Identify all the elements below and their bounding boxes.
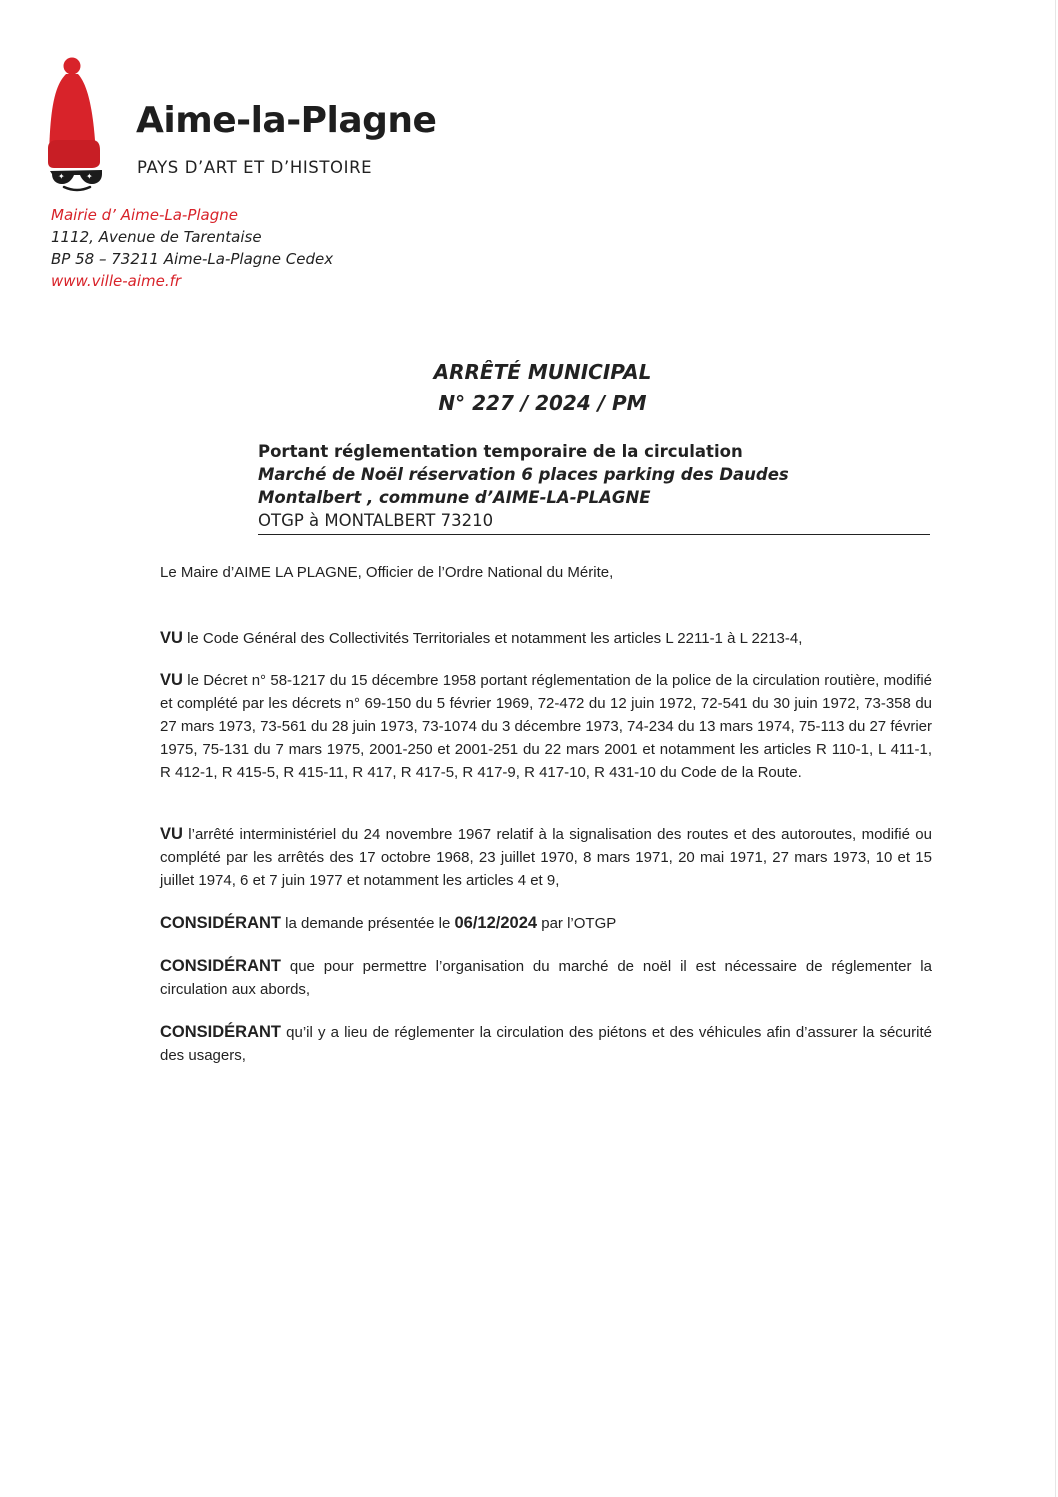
- subject-line-3: Montalbert , commune d’AIME-LA-PLAGNE: [258, 488, 651, 507]
- considerant-paragraph-3: [160, 1021, 932, 1067]
- vu-paragraph-2: [160, 669, 932, 784]
- considerant-text-2: que pour permettre l’organisation du marché de noël il est nécessaire de réglementer la circulation aux abords,: [160, 958, 932, 998]
- star-right: ✦: [86, 172, 93, 181]
- considerant-text-3: qu’il y a lieu de réglementer la circulation des piétons et des véhicules afin d’assurer la sécurité des usagers,: [160, 1024, 932, 1064]
- considerant-text-1a: la demande présentée le: [281, 915, 455, 932]
- considerant-paragraph-2: [160, 955, 932, 1001]
- vu-label: VU: [160, 629, 183, 647]
- vu-text-1: le Code Général des Collectivités Territoriales et notamment les articles L 2211-1 à L 2213-4,: [182, 630, 803, 647]
- arrete-number: N° 227 / 2024 / PM: [438, 391, 647, 415]
- mairie-postal: BP 58 – 73211 Aime-La-Plagne Cedex: [51, 250, 334, 268]
- vu-label: VU: [160, 825, 183, 843]
- beanie-mascot-logo: [44, 56, 134, 192]
- vu-paragraph-3: [160, 823, 932, 892]
- beanie-fold: [48, 140, 100, 168]
- mairie-address-block: [51, 204, 333, 292]
- intro-paragraph: Le Maire d’AIME LA PLAGNE, Officier de l’Ordre National du Mérite,: [160, 564, 614, 581]
- scan-edge-line: [1055, 0, 1056, 1497]
- request-date: 06/12/2024: [454, 914, 538, 932]
- vu-text-3: l’arrêté interministériel du 24 novembre 1967 relatif à la signalisation des routes et des autoroutes, modifié ou complété par les arrêtés des 17 octobre 1968, 23 juillet 1970, 8 mars 1971, 20 mai 1971, 27 mars 1973, 10 et 15 juillet 1974, 6 et 7 juin 1977 et notamment les articles 4 et 9,: [160, 826, 932, 889]
- brand-title: Aime-la-Plagne: [136, 100, 437, 141]
- considerant-label: CONSIDÉRANT: [160, 914, 282, 932]
- mairie-street: 1112, Avenue de Tarentaise: [51, 228, 262, 246]
- brand-subtitle: PAYS D’ART ET D’HISTOIRE: [137, 158, 373, 177]
- considerant-label: CONSIDÉRANT: [160, 1023, 282, 1041]
- considerant-paragraph-1: [160, 912, 932, 935]
- arrete-subject: [258, 440, 930, 535]
- vu-paragraph-1: [160, 627, 932, 650]
- subject-line-4: OTGP à MONTALBERT 73210: [258, 509, 930, 535]
- mairie-name: Mairie d’ Aime-La-Plagne: [51, 206, 238, 224]
- arrete-title: ARRÊTÉ MUNICIPAL: [433, 360, 652, 384]
- vu-label: VU: [160, 671, 183, 689]
- subject-line-1: Portant réglementation temporaire de la circulation: [258, 442, 743, 461]
- subject-line-2: Marché de Noël réservation 6 places parking des Daudes: [258, 465, 789, 484]
- considerant-text-1b: par l’OTGP: [537, 915, 617, 932]
- considerant-label: CONSIDÉRANT: [160, 957, 282, 975]
- smile: [64, 187, 90, 190]
- vu-text-2: le Décret n° 58-1217 du 15 décembre 1958 portant réglementation de la police de la circulation routière, modifié et complété par les décrets n° 69-150 du 5 février 1969, 72-472 du 12 juin 1972, 72-541 du 30 juin 1972, 73-358 du 27 mars 1973, 73-561 du 28 juin 1973, 73-1074 du 3 décembre 1973, 74-234 du 13 mars 1974, 75-113 du 27 février 1975, 75-131 du 7 mars 1975, 2001-250 et 2001-251 du 22 mars 2001 et notamment les articles R 110-1, L 411-1, R 412-1, R 415-5, R 415-11, R 417, R 417-5, R 417-9, R 417-10, R 431-10 du Code de la Route.: [160, 672, 932, 781]
- pompom: [64, 58, 81, 75]
- star-left: ✦: [58, 172, 65, 181]
- mairie-website-link[interactable]: www.ville-aime.fr: [51, 272, 182, 290]
